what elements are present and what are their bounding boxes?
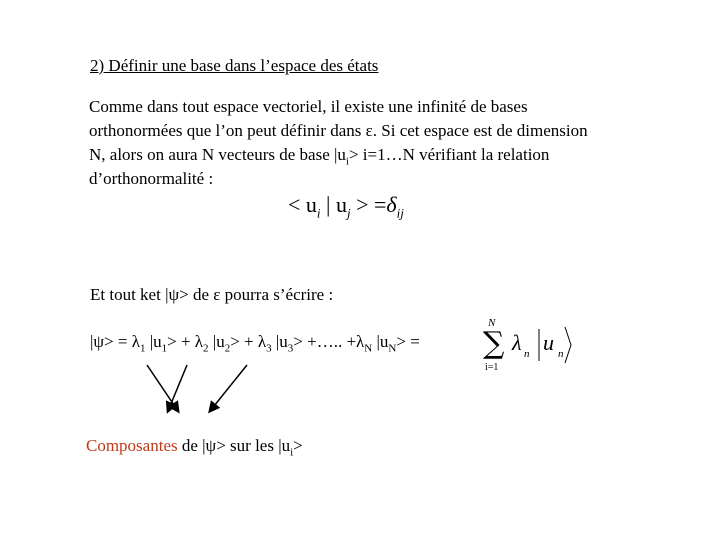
arrow-right bbox=[210, 365, 247, 411]
components-caption: Composantes de |ψ> sur les $|u_i>$ bbox=[86, 436, 303, 459]
paragraph-line-2: orthonormées que l’on peut définir dans ε. Si cet espace est de dimension bbox=[89, 121, 588, 140]
sigma-symbol: ∑ bbox=[483, 326, 505, 361]
section-heading: 2) Définir une base dans l’espace des états bbox=[90, 56, 379, 75]
lambda-subscript: n bbox=[524, 348, 530, 360]
sum-lower-limit: i=1 bbox=[485, 362, 499, 373]
paragraph-line-4: d’orthonormalité : bbox=[89, 169, 214, 188]
arrow-middle bbox=[168, 365, 187, 411]
lambda-symbol: λ bbox=[512, 330, 522, 355]
paragraph-line-3: N, alors on aura N vecteurs de base $|u_i>$ i=1…N vérifiant la relation bbox=[89, 145, 550, 168]
basis-vector-u: u bbox=[543, 330, 554, 355]
paragraph-line-1: Comme dans tout espace vectoriel, il existe une infinité de bases bbox=[89, 97, 528, 116]
components-word: Composantes bbox=[86, 436, 178, 455]
ket-statement: Et tout ket |ψ> de ε pourra s’écrire : bbox=[90, 285, 334, 304]
arrow-left bbox=[147, 365, 178, 411]
basis-subscript: n bbox=[558, 348, 564, 360]
orthonormality-equation: < $u_i$ | $u_j > =\delta_{ij}$ bbox=[288, 192, 404, 221]
ket-expansion: $|\psi> = \lambda_1$ $|u_1> + \lambda_2$ $|u_2> + \lambda_3$ $|u_3>$ +….. $+\lambda_N$ $|u_N>$ = bbox=[90, 332, 420, 355]
sum-upper-limit: N bbox=[488, 317, 496, 329]
